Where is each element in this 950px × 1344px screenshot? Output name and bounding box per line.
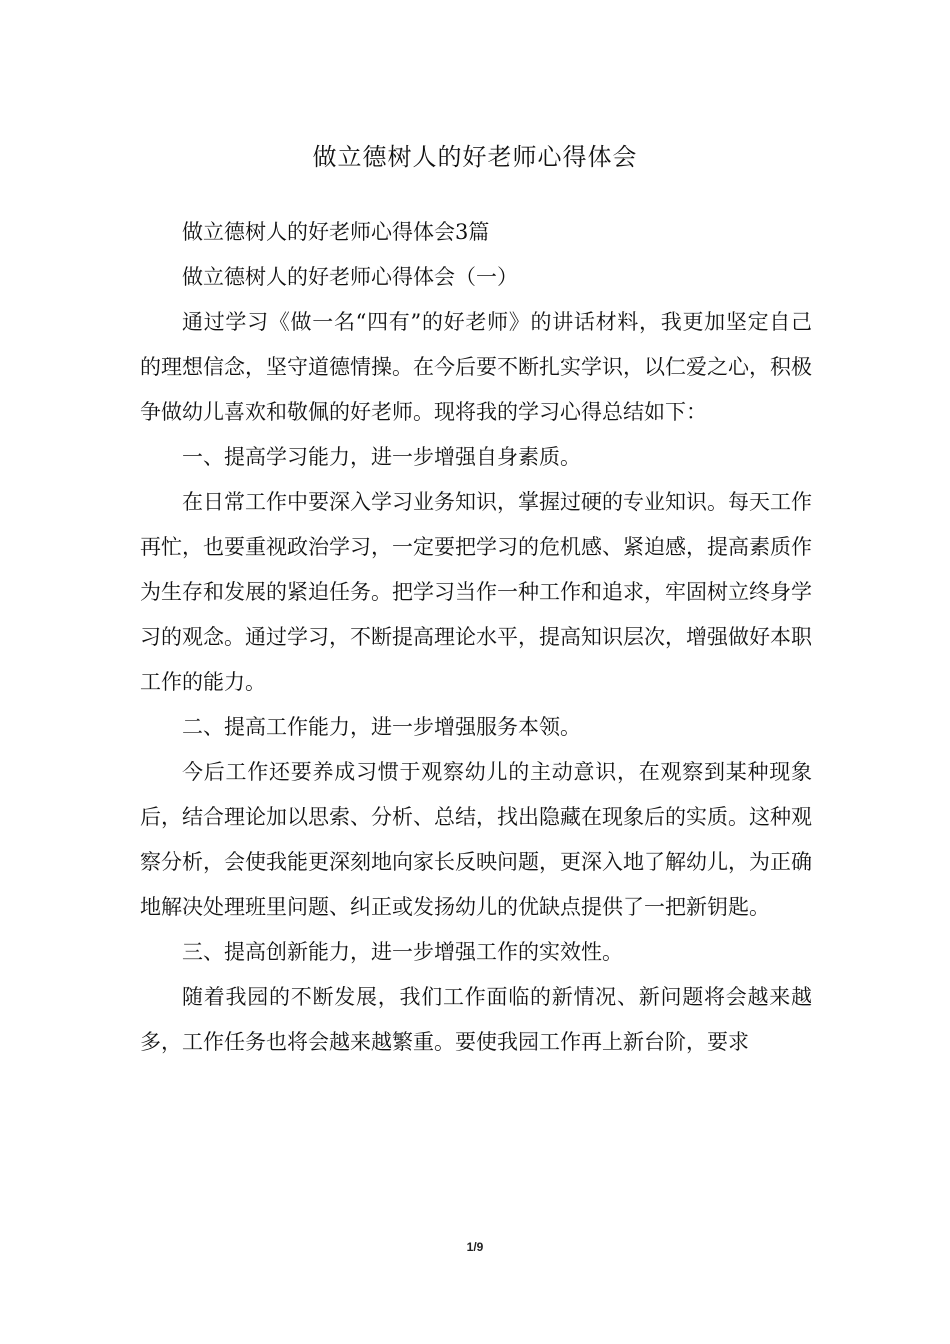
paragraph-point-one-heading: 一、提高学习能力，进一步增强自身素质。 bbox=[182, 445, 581, 469]
paragraph-point-three-heading: 三、提高创新能力，进一步增强工作的实效性。 bbox=[182, 940, 623, 964]
paragraph-point-three-body: 随着我园的不断发展，我们工作面临的新情况、新问题将会越来越多，工作任务也将会越来越繁重。要使我园工作再上新台阶，要求 bbox=[140, 985, 812, 1054]
paragraph-section-heading: 做立德树人的好老师心得体会（一） bbox=[182, 265, 518, 289]
paragraph-intro: 通过学习《做一名“四有”的好老师》的讲话材料，我更加坚定自己的理想信念，坚守道德情操。在今后要不断扎实学识，以仁爱之心，积极争做幼儿喜欢和敬佩的好老师。现将我的学习心得总结如下： bbox=[140, 310, 812, 424]
paragraph-point-one-body: 在日常工作中要深入学习业务知识，掌握过硬的专业知识。每天工作再忙，也要重视政治学习，一定要把学习的危机感、紧迫感，提高素质作为生存和发展的紧迫任务。把学习当作一种工作和追求，牢固树立终身学习的观念。通过学习，不断提高理论水平，提高知识层次，增强做好本职工作的能力。 bbox=[140, 490, 812, 694]
page-number: 1/9 bbox=[466, 1240, 484, 1254]
document-title: 做立德树人的好老师心得体会 bbox=[312, 143, 638, 171]
paragraph-point-two-body: 今后工作还要养成习惯于观察幼儿的主动意识，在观察到某种现象后，结合理论加以思索、分析、总结，找出隐藏在现象后的实质。这种观察分析，会使我能更深刻地向家长反映问题，更深入地了解幼儿，为正确地解决处理班里问题、纠正或发扬幼儿的优缺点提供了一把新钥匙。 bbox=[140, 760, 812, 919]
paragraph-subtitle: 做立德树人的好老师心得体会3篇 bbox=[182, 220, 490, 244]
document-body bbox=[140, 210, 812, 1065]
paragraph-point-two-heading: 二、提高工作能力，进一步增强服务本领。 bbox=[182, 715, 581, 739]
